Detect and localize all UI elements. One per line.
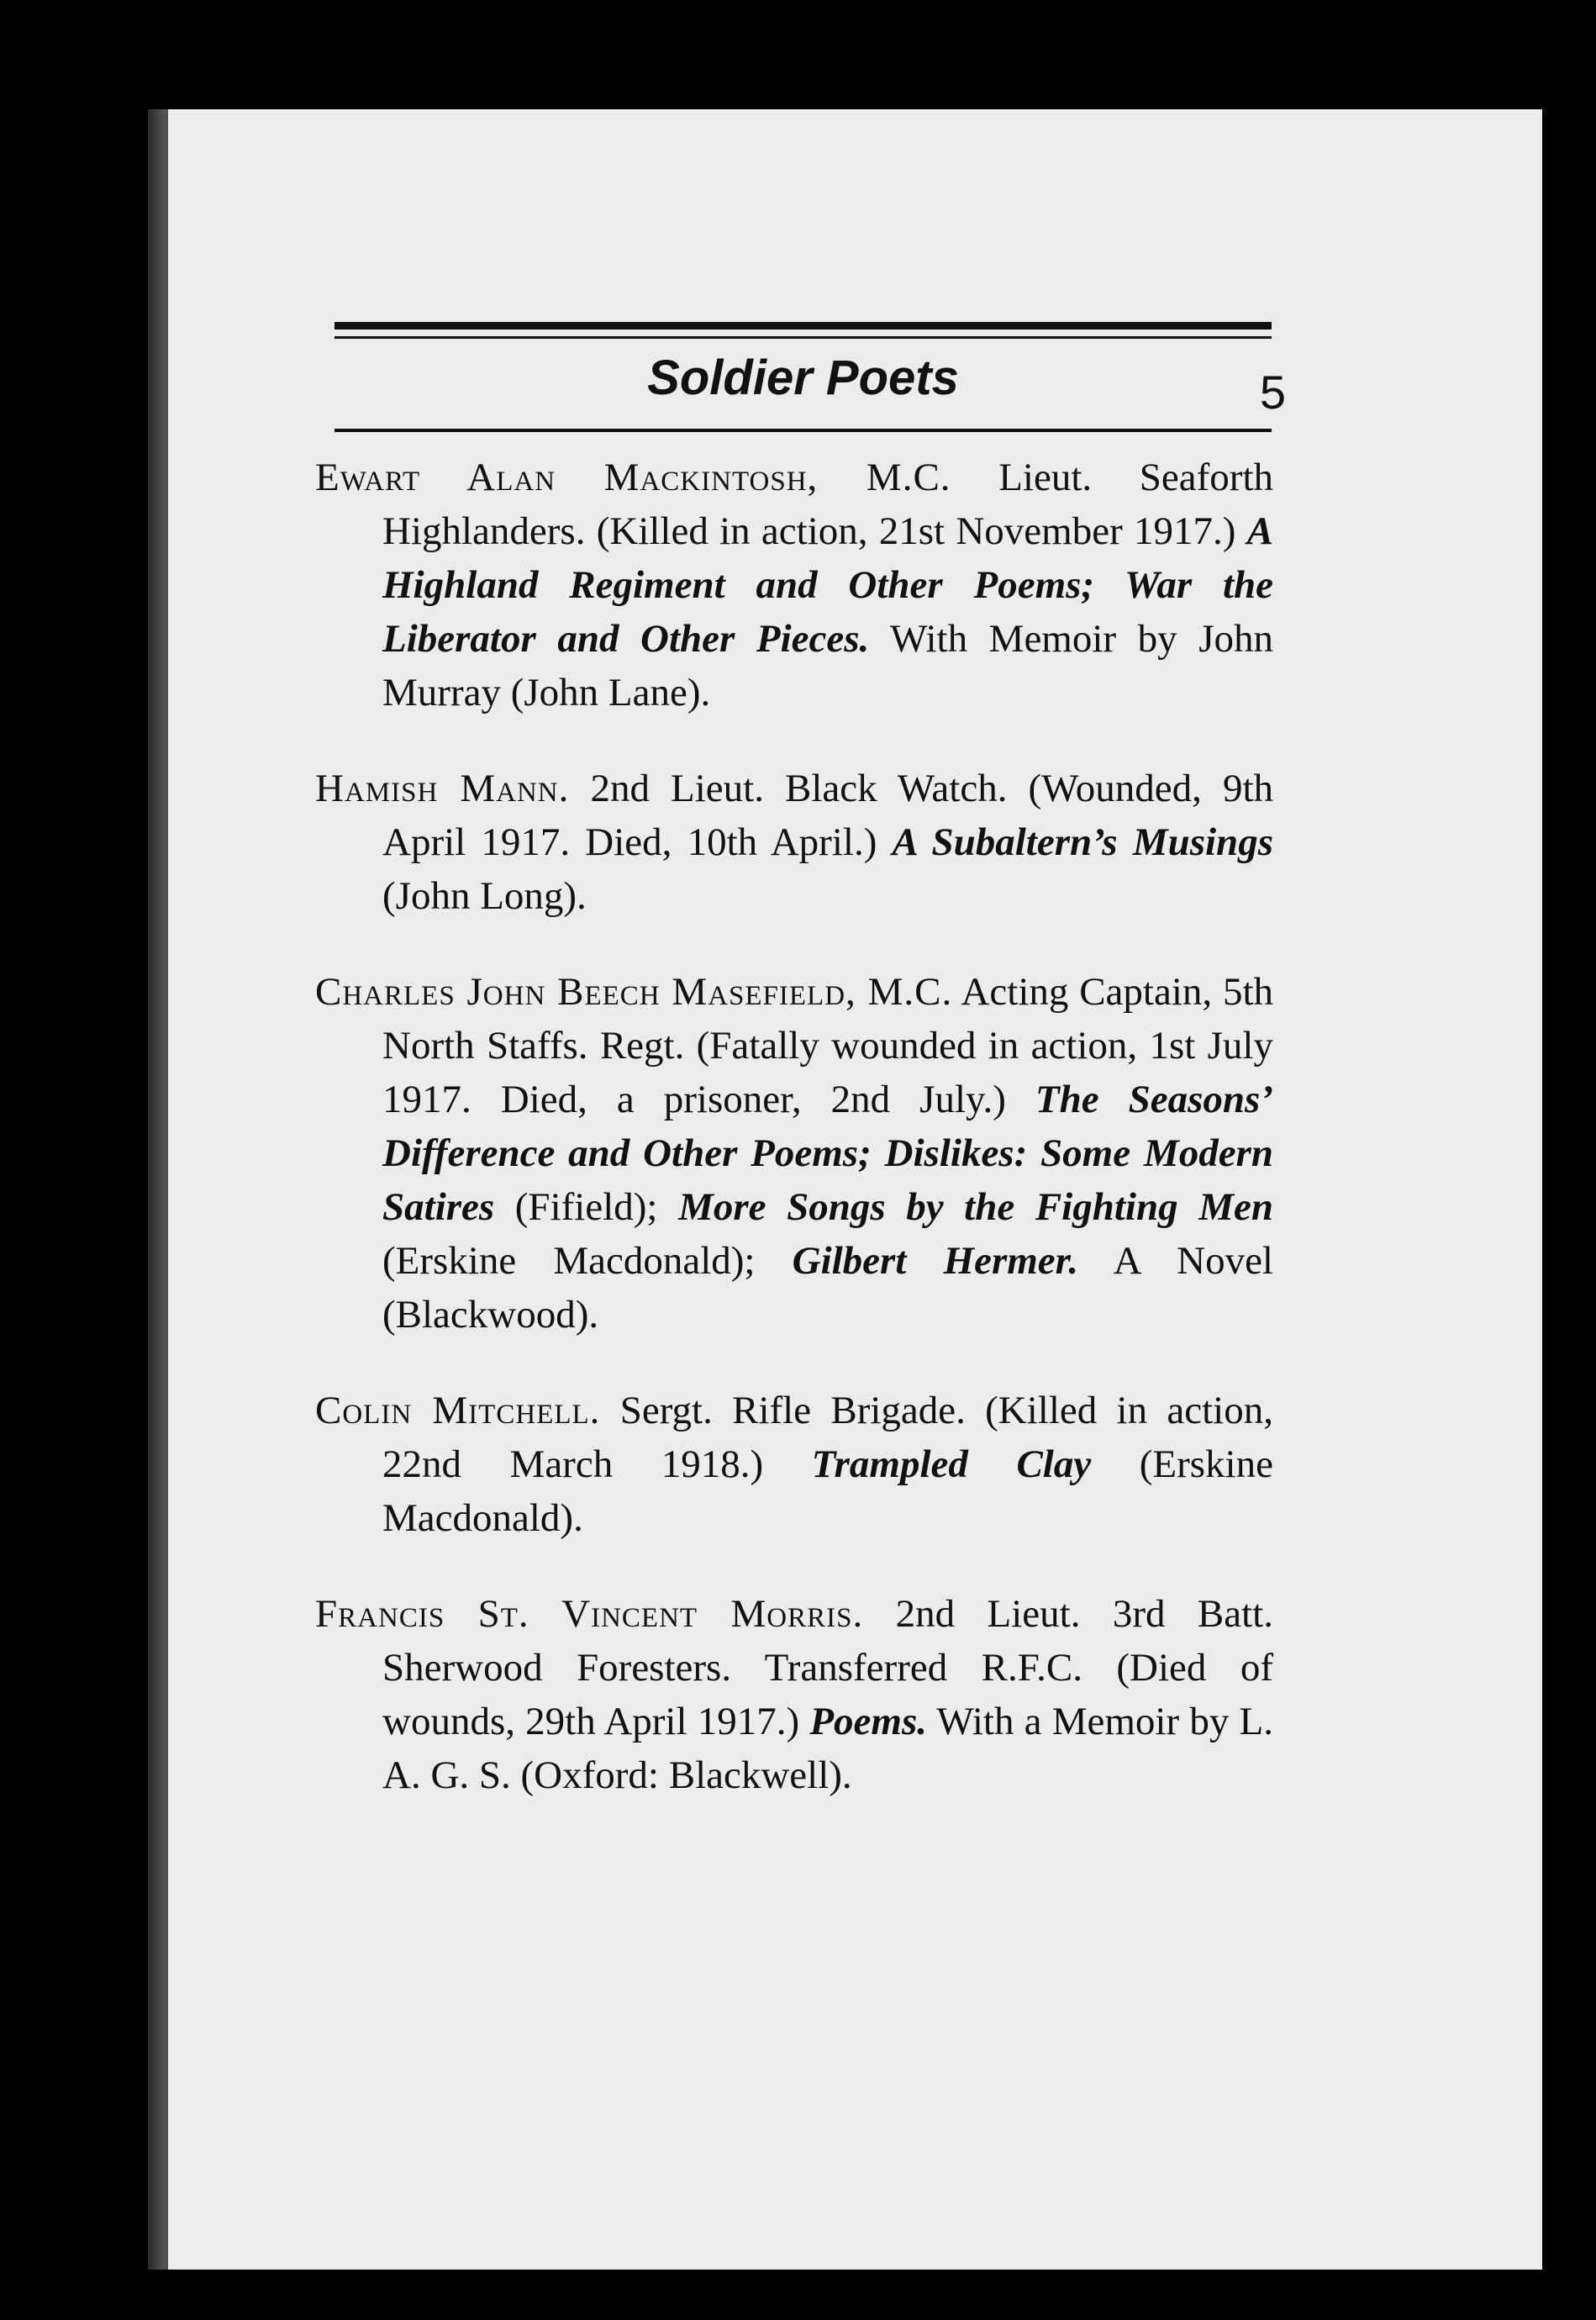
entry-name: Hamish Mann.: [315, 767, 570, 810]
entry-text: A Novel (Blackwood).: [382, 1239, 1273, 1337]
entry-mann: [315, 762, 1273, 923]
header-rule-thick: [334, 322, 1272, 330]
entry-morris: [315, 1587, 1273, 1802]
entry-text: 2nd Lieut. 3rd Batt. Sherwood Foresters. Transferred R.F.C. (Died of wounds, 29th April 1917.): [382, 1592, 1273, 1743]
entry-name: Ewart Alan Mackintosh, M.C.: [315, 456, 951, 499]
entry-name: Charles John Beech Masefield, M.C.: [315, 970, 953, 1014]
entry-text: Sergt. Rifle Brigade. (Killed in action, 22nd March 1918.): [382, 1389, 1273, 1486]
entry-mitchell: [315, 1384, 1273, 1545]
entry-mackintosh: [315, 451, 1273, 720]
entry-text: (Fifield);: [494, 1185, 679, 1229]
header-rule-bottom: [334, 429, 1272, 432]
entry-title: A Highland Regiment and Other Poems; War the Liberator and Other Pieces.: [382, 509, 1273, 661]
entry-text: With a Memoir by L. A. G. S. (Oxford: Blackwell).: [382, 1700, 1273, 1797]
entry-text: (Erskine Macdonald);: [382, 1239, 793, 1283]
header-rule-thin: [334, 336, 1272, 339]
entry-text: Lieut. Seaforth Highlanders. (Killed in action, 21st November 1917.): [382, 456, 1273, 553]
entry-text: 2nd Lieut. Black Watch. (Wounded, 9th April 1917. Died, 10th April.): [382, 767, 1273, 864]
entry-list: [315, 451, 1273, 1844]
entry-text: (John Long).: [382, 874, 587, 918]
entry-name: Francis St. Vincent Morris.: [315, 1592, 864, 1636]
entry-title: More Songs by the Fighting Men: [678, 1185, 1273, 1229]
entry-title: Poems.: [809, 1700, 928, 1743]
entry-text: Acting Captain, 5th North Staffs. Regt. (Fatally wounded in action, 1st July 1917. Died, a prisoner, 2nd July.): [382, 970, 1274, 1121]
running-title: Soldier Poets: [647, 351, 959, 405]
entry-title: Gilbert Hermer.: [792, 1239, 1079, 1283]
page-number: 5: [1259, 366, 1286, 419]
entry-masefield: [315, 965, 1273, 1342]
entry-title: Trampled Clay: [811, 1442, 1092, 1486]
entry-text: (Erskine Macdonald).: [382, 1442, 1273, 1540]
entry-title: A Subaltern’s Musings: [892, 820, 1273, 864]
entry-name: Colin Mitchell.: [315, 1389, 601, 1432]
entry-text: With Memoir by John Murray (John Lane).: [382, 617, 1273, 714]
entry-title: The Seasons’ Difference and Other Poems; Dislikes: Some Modern Satires: [382, 1078, 1273, 1229]
